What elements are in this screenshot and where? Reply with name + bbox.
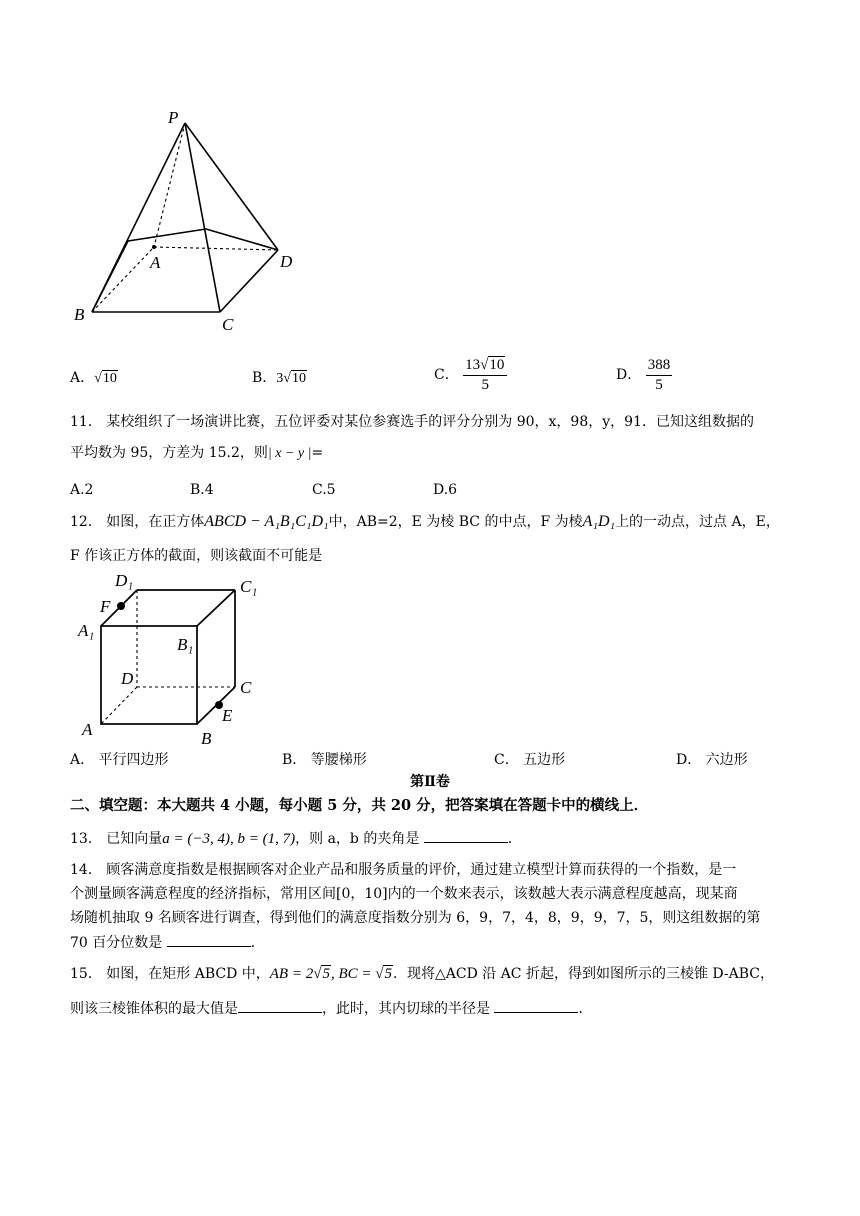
radicand: 10	[102, 371, 117, 386]
q15-line2	[70, 998, 592, 1019]
q15-line2-text: 则该三棱锥体积的最大值是	[70, 1001, 238, 1017]
q12-cube-name: ABCD − A₁B₁C₁D₁	[204, 513, 329, 530]
q12-option-c[interactable]: C． 五边形	[494, 752, 566, 768]
fraction: $\frac{13√10}{5}$	[463, 356, 507, 394]
cube-figure	[70, 570, 270, 750]
q15-period: ．	[578, 1001, 593, 1017]
q11-option-a[interactable]: A.2	[70, 482, 94, 498]
q12-line1-text: 12． 如图，在正方体	[70, 514, 205, 530]
option-letter: B．	[252, 370, 277, 386]
q14-line2: 个测量顾客满意程度的经济指标，常用区间[0，10]内的一个数来表示，该数越大表示满意程度越高，现某商	[70, 886, 738, 902]
q14-period: ．	[250, 935, 265, 951]
q10-option-b[interactable]: B．3√10	[252, 370, 306, 386]
q14-line3: 场随机抽取 9 名顾客进行调查，得到他们的满意度指数分别为 6，9，7，4，8，9，9，7，5，则这组数据的第	[70, 910, 761, 926]
q15-answer-blank-2[interactable]	[494, 998, 578, 1013]
q12-option-d[interactable]: D． 六边形	[676, 752, 748, 768]
q12-line2: F 作该正方体的截面，则该截面不可能是	[70, 548, 323, 564]
q11-option-b[interactable]: B.4	[190, 482, 214, 498]
q13-period: ．	[507, 831, 522, 847]
label-B: B	[201, 729, 212, 748]
q12-line1-end: 上的一动点，过点 A，E，	[615, 514, 780, 530]
q13-answer-blank[interactable]	[424, 828, 508, 843]
option-letter: C．	[434, 367, 459, 383]
numerator-coef: 13	[465, 357, 481, 373]
label-F: F	[100, 597, 111, 616]
q11-abs-expr: | x − y |	[267, 446, 312, 461]
q15-bc: , BC =	[330, 966, 376, 982]
label-P: P	[168, 108, 179, 127]
q10-option-a[interactable]: A．√10	[70, 370, 117, 386]
fraction	[646, 356, 673, 394]
q11-option-d[interactable]: D.6	[433, 482, 458, 498]
q14-line1: 14． 顾客满意度指数是根据顾客对企业产品和服务质量的评价，通过建立模型计算而获得的一个指数，是一	[70, 862, 737, 878]
q13-line	[70, 828, 522, 849]
q12-option-a[interactable]: A． 平行四边形	[70, 752, 169, 768]
q15-answer-blank-1[interactable]	[238, 998, 322, 1013]
radicand: 10	[291, 371, 306, 386]
q11-line2	[70, 443, 323, 464]
q11-line2-text: 平均数为 95，方差为 15.2，则	[70, 445, 268, 461]
q13-text: 13． 已知向量	[70, 831, 163, 847]
q11-option-c[interactable]: C.5	[312, 482, 336, 498]
q15-ab-radicand: 5	[322, 966, 330, 982]
denominator: 5	[481, 377, 490, 393]
q14-line4-text: 70 百分位数是	[70, 935, 163, 951]
q10-option-c[interactable]	[434, 356, 507, 394]
label-D: D	[280, 252, 293, 271]
q14-answer-blank[interactable]	[167, 932, 251, 947]
label-A: A	[82, 720, 93, 739]
option-letter: D．	[616, 367, 642, 383]
q12-option-b[interactable]: B． 等腰梯形	[282, 752, 367, 768]
part2-title: 第Ⅱ卷	[410, 774, 450, 790]
label-B1: B₁	[177, 635, 194, 654]
pyramid-figure	[70, 105, 310, 335]
label-A1: A₁	[78, 621, 95, 640]
label-E: E	[222, 706, 233, 725]
numerator-radicand: 10	[489, 357, 505, 373]
section2-heading: 二、填空题：本大题共 4 小题，每小题 5 分，共 20 分，把答案填在答题卡中的横线上．	[70, 797, 649, 814]
label-C: C	[222, 315, 234, 334]
q15-text: 15． 如图，在矩形 ABCD 中，	[70, 966, 270, 982]
label-C1: C₁	[240, 577, 258, 596]
q15-bc-radicand: 5	[384, 966, 392, 982]
q13-question: ，则 a，b 的夹角是	[295, 831, 420, 847]
option-letter: A．	[70, 370, 95, 386]
coefficient: 3	[276, 371, 284, 386]
label-D: D	[121, 669, 134, 688]
q12-edge-name: A₁D₁	[582, 513, 616, 530]
q11-line1: 11． 某校组织了一场演讲比赛，五位评委对某位参赛选手的评分分别为 90，x，98，y，91．已知这组数据的	[70, 414, 754, 430]
numerator: 388	[646, 356, 673, 376]
label-D1: D₁	[115, 571, 134, 590]
q15-line2-mid: ，此时，其内切球的半径是	[322, 1001, 490, 1017]
q15-line1-end: ．现将△ACD 沿 AC 折起，得到如图所示的三棱锥 D-ABC，	[392, 966, 775, 982]
q10-option-d[interactable]	[616, 356, 672, 394]
label-B: B	[74, 305, 85, 324]
q14-line4	[70, 932, 265, 953]
q11-equals: =	[311, 445, 324, 461]
q15-line1: 15． 如图，在矩形 ABCD 中，AB = 2√5, BC = √5．现将△ACD 沿 AC 折起，得到如图所示的三棱锥 D-ABC，	[70, 966, 775, 982]
q15-ab: AB = 2	[269, 966, 314, 982]
label-A: A	[150, 253, 161, 272]
q13-vectors: a = (−3, 4), b = (1, 7)	[162, 831, 296, 847]
q12-line1-mid: 中，AB=2，E 为棱 BC 的中点，F 为棱	[328, 514, 583, 530]
label-C: C	[240, 678, 252, 697]
denominator: 5	[655, 377, 663, 393]
q12-line1	[70, 512, 780, 532]
